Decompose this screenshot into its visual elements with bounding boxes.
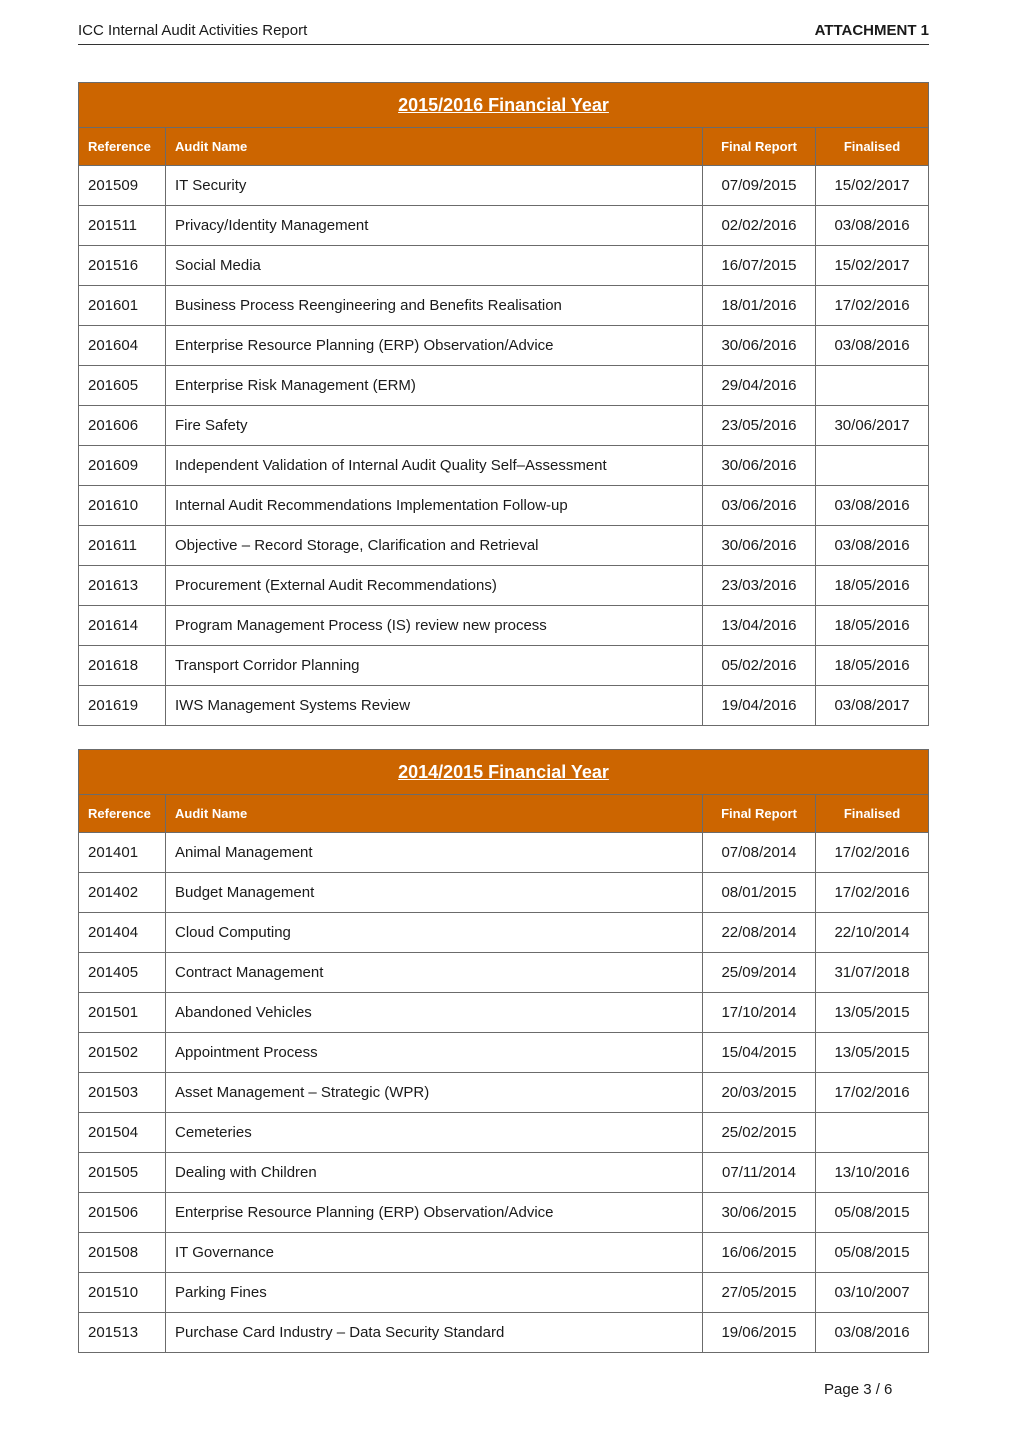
- table-row: [79, 326, 929, 366]
- final-report-cell: 16/06/2015: [703, 1233, 816, 1273]
- table-row: [79, 366, 929, 406]
- reference-cell: 201404: [79, 913, 166, 953]
- finalised-cell: 13/10/2016: [816, 1153, 929, 1193]
- page-header: [78, 22, 929, 45]
- finalised-cell: 13/05/2015: [816, 1033, 929, 1073]
- final-report-cell: 13/04/2016: [703, 606, 816, 646]
- table-row: [79, 1273, 929, 1313]
- audit-name-cell: Parking Fines: [166, 1273, 703, 1313]
- table-row: [79, 993, 929, 1033]
- table-row: [79, 873, 929, 913]
- final-report-cell: 07/11/2014: [703, 1153, 816, 1193]
- audit-name-cell: Appointment Process: [166, 1033, 703, 1073]
- final-report-cell: 07/08/2014: [703, 833, 816, 873]
- finalised-cell: 03/10/2007: [816, 1273, 929, 1313]
- column-header-audit-name: Audit Name: [166, 795, 703, 833]
- finalised-cell: 22/10/2014: [816, 913, 929, 953]
- reference-cell: 201511: [79, 206, 166, 246]
- audit-name-cell: Purchase Card Industry – Data Security Standard: [166, 1313, 703, 1353]
- audit-name-cell: IT Security: [166, 166, 703, 206]
- table-row: [79, 446, 929, 486]
- reference-cell: 201504: [79, 1113, 166, 1153]
- final-report-cell: 03/06/2016: [703, 486, 816, 526]
- finalised-cell: [816, 1113, 929, 1153]
- final-report-cell: 23/03/2016: [703, 566, 816, 606]
- reference-cell: 201502: [79, 1033, 166, 1073]
- column-header-final-report: Final Report: [703, 128, 816, 166]
- reference-cell: 201508: [79, 1233, 166, 1273]
- reference-cell: 201604: [79, 326, 166, 366]
- audit-table-2015-2016: [78, 82, 929, 726]
- reference-cell: 201506: [79, 1193, 166, 1233]
- table-row: [79, 406, 929, 446]
- final-report-cell: 30/06/2016: [703, 446, 816, 486]
- table-row: [79, 566, 929, 606]
- finalised-cell: 03/08/2017: [816, 686, 929, 726]
- final-report-cell: 23/05/2016: [703, 406, 816, 446]
- finalised-cell: 03/08/2016: [816, 486, 929, 526]
- audit-name-cell: Contract Management: [166, 953, 703, 993]
- column-header-finalised: Finalised: [816, 795, 929, 833]
- reference-cell: 201605: [79, 366, 166, 406]
- reference-cell: 201401: [79, 833, 166, 873]
- finalised-cell: 13/05/2015: [816, 993, 929, 1033]
- column-header-finalised: Finalised: [816, 128, 929, 166]
- finalised-cell: 05/08/2015: [816, 1233, 929, 1273]
- audit-name-cell: Cemeteries: [166, 1113, 703, 1153]
- audit-name-cell: Animal Management: [166, 833, 703, 873]
- finalised-cell: [816, 366, 929, 406]
- reference-cell: 201609: [79, 446, 166, 486]
- table-title: 2014/2015 Financial Year: [79, 750, 929, 795]
- reference-cell: 201503: [79, 1073, 166, 1113]
- audit-name-cell: Transport Corridor Planning: [166, 646, 703, 686]
- table-title: 2015/2016 Financial Year: [79, 83, 929, 128]
- reference-cell: 201601: [79, 286, 166, 326]
- table-row: [79, 646, 929, 686]
- audit-name-cell: Internal Audit Recommendations Implementation Follow-up: [166, 486, 703, 526]
- audit-name-cell: IWS Management Systems Review: [166, 686, 703, 726]
- table-row: [79, 1073, 929, 1113]
- table-row: [79, 1153, 929, 1193]
- audit-name-cell: Asset Management – Strategic (WPR): [166, 1073, 703, 1113]
- table-row: [79, 606, 929, 646]
- audit-name-cell: Fire Safety: [166, 406, 703, 446]
- finalised-cell: 03/08/2016: [816, 206, 929, 246]
- table-row: [79, 1113, 929, 1153]
- table-row: [79, 913, 929, 953]
- audit-name-cell: Enterprise Risk Management (ERM): [166, 366, 703, 406]
- table-row: [79, 1233, 929, 1273]
- reference-cell: 201606: [79, 406, 166, 446]
- final-report-cell: 18/01/2016: [703, 286, 816, 326]
- reference-cell: 201510: [79, 1273, 166, 1313]
- finalised-cell: 05/08/2015: [816, 1193, 929, 1233]
- audit-name-cell: Enterprise Resource Planning (ERP) Observation/Advice: [166, 1193, 703, 1233]
- audit-name-cell: Objective – Record Storage, Clarification and Retrieval: [166, 526, 703, 566]
- reference-cell: 201501: [79, 993, 166, 1033]
- final-report-cell: 07/09/2015: [703, 166, 816, 206]
- final-report-cell: 20/03/2015: [703, 1073, 816, 1113]
- reference-cell: 201513: [79, 1313, 166, 1353]
- audit-name-cell: Social Media: [166, 246, 703, 286]
- final-report-cell: 08/01/2015: [703, 873, 816, 913]
- final-report-cell: 30/06/2016: [703, 326, 816, 366]
- finalised-cell: 18/05/2016: [816, 606, 929, 646]
- reference-cell: 201405: [79, 953, 166, 993]
- finalised-cell: 15/02/2017: [816, 166, 929, 206]
- final-report-cell: 19/06/2015: [703, 1313, 816, 1353]
- finalised-cell: 17/02/2016: [816, 1073, 929, 1113]
- audit-name-cell: Dealing with Children: [166, 1153, 703, 1193]
- finalised-cell: 30/06/2017: [816, 406, 929, 446]
- table-row: [79, 833, 929, 873]
- final-report-cell: 25/02/2015: [703, 1113, 816, 1153]
- reference-cell: 201509: [79, 166, 166, 206]
- table-row: [79, 1033, 929, 1073]
- final-report-cell: 05/02/2016: [703, 646, 816, 686]
- reference-cell: 201516: [79, 246, 166, 286]
- final-report-cell: 27/05/2015: [703, 1273, 816, 1313]
- final-report-cell: 25/09/2014: [703, 953, 816, 993]
- reference-cell: 201611: [79, 526, 166, 566]
- reference-cell: 201610: [79, 486, 166, 526]
- table-row: [79, 686, 929, 726]
- finalised-cell: 17/02/2016: [816, 833, 929, 873]
- finalised-cell: 18/05/2016: [816, 566, 929, 606]
- column-header-audit-name: Audit Name: [166, 128, 703, 166]
- finalised-cell: 03/08/2016: [816, 1313, 929, 1353]
- final-report-cell: 02/02/2016: [703, 206, 816, 246]
- reference-cell: 201618: [79, 646, 166, 686]
- reference-cell: 201505: [79, 1153, 166, 1193]
- reference-cell: 201619: [79, 686, 166, 726]
- finalised-cell: 15/02/2017: [816, 246, 929, 286]
- final-report-cell: 19/04/2016: [703, 686, 816, 726]
- audit-name-cell: Abandoned Vehicles: [166, 993, 703, 1033]
- audit-name-cell: Enterprise Resource Planning (ERP) Observation/Advice: [166, 326, 703, 366]
- final-report-cell: 16/07/2015: [703, 246, 816, 286]
- finalised-cell: 18/05/2016: [816, 646, 929, 686]
- table-row: [79, 953, 929, 993]
- final-report-cell: 15/04/2015: [703, 1033, 816, 1073]
- audit-name-cell: IT Governance: [166, 1233, 703, 1273]
- reference-cell: 201402: [79, 873, 166, 913]
- audit-name-cell: Business Process Reengineering and Benefits Realisation: [166, 286, 703, 326]
- audit-name-cell: Cloud Computing: [166, 913, 703, 953]
- table-row: [79, 486, 929, 526]
- finalised-cell: 03/08/2016: [816, 526, 929, 566]
- table-row: [79, 1193, 929, 1233]
- finalised-cell: 17/02/2016: [816, 286, 929, 326]
- table-row: [79, 1313, 929, 1353]
- final-report-cell: 17/10/2014: [703, 993, 816, 1033]
- audit-table-2014-2015: [78, 749, 929, 1353]
- table-row: [79, 246, 929, 286]
- finalised-cell: 17/02/2016: [816, 873, 929, 913]
- column-header-final-report: Final Report: [703, 795, 816, 833]
- audit-name-cell: Budget Management: [166, 873, 703, 913]
- audit-name-cell: Program Management Process (IS) review new process: [166, 606, 703, 646]
- audit-name-cell: Procurement (External Audit Recommendations): [166, 566, 703, 606]
- final-report-cell: 29/04/2016: [703, 366, 816, 406]
- finalised-cell: [816, 446, 929, 486]
- table-row: [79, 526, 929, 566]
- table-row: [79, 286, 929, 326]
- audit-name-cell: Independent Validation of Internal Audit Quality Self–Assessment: [166, 446, 703, 486]
- finalised-cell: 03/08/2016: [816, 326, 929, 366]
- page-number: Page 3 / 6: [824, 1381, 893, 1398]
- finalised-cell: 31/07/2018: [816, 953, 929, 993]
- column-header-reference: Reference: [79, 128, 166, 166]
- audit-name-cell: Privacy/Identity Management: [166, 206, 703, 246]
- final-report-cell: 30/06/2016: [703, 526, 816, 566]
- column-header-reference: Reference: [79, 795, 166, 833]
- reference-cell: 201613: [79, 566, 166, 606]
- report-title: ICC Internal Audit Activities Report: [78, 22, 308, 39]
- final-report-cell: 22/08/2014: [703, 913, 816, 953]
- table-row: [79, 166, 929, 206]
- reference-cell: 201614: [79, 606, 166, 646]
- attachment-label: ATTACHMENT 1: [814, 22, 929, 39]
- final-report-cell: 30/06/2015: [703, 1193, 816, 1233]
- table-row: [79, 206, 929, 246]
